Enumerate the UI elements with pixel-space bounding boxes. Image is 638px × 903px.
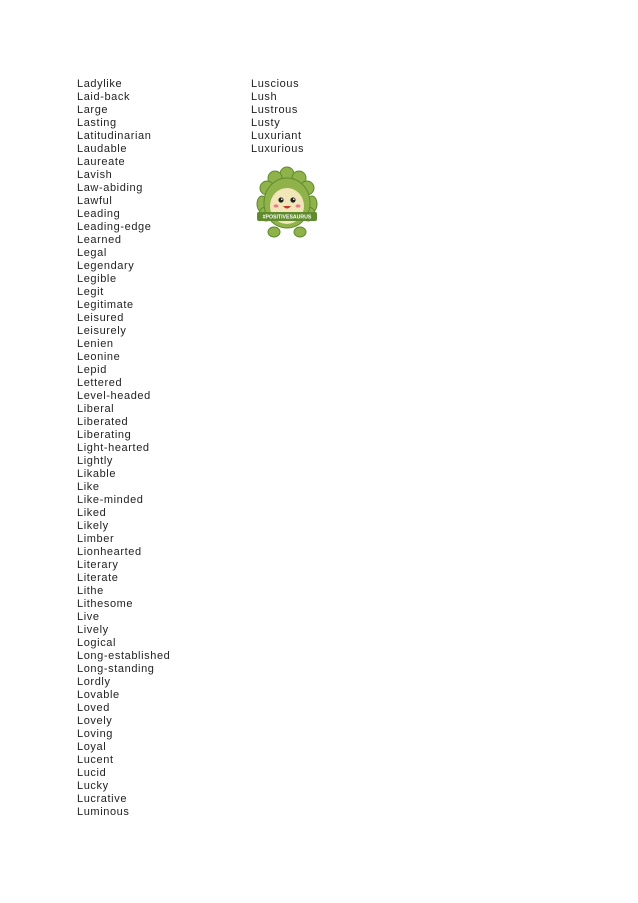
word-item: Leading-edge (77, 221, 152, 233)
word-item: Lucrative (77, 793, 128, 805)
word-item: Lustrous (251, 104, 298, 116)
positivesaurus-logo (256, 166, 318, 240)
word-item: Lucent (77, 754, 114, 766)
word-item: Like (77, 481, 100, 493)
word-item: Lovable (77, 689, 120, 701)
word-item: Live (77, 611, 100, 623)
word-item: Literate (77, 572, 119, 584)
word-item: Light-hearted (77, 442, 150, 454)
word-item: Limber (77, 533, 115, 545)
word-item: Luxuriant (251, 130, 302, 142)
word-item: Likely (77, 520, 109, 532)
word-item: Loving (77, 728, 114, 740)
word-item: Lepid (77, 364, 107, 376)
word-item: Lawful (77, 195, 113, 207)
word-item: Legible (77, 273, 117, 285)
word-item: Lucid (77, 767, 107, 779)
word-item: Learned (77, 234, 122, 246)
word-item: Lordly (77, 676, 111, 688)
word-item: Lusty (251, 117, 281, 129)
word-item: Leisured (77, 312, 124, 324)
word-item: Luscious (251, 78, 300, 90)
word-item: Law-abiding (77, 182, 143, 194)
word-item: Literary (77, 559, 119, 571)
word-item: Lush (251, 91, 278, 103)
word-item: Legit (77, 286, 104, 298)
word-item: Leonine (77, 351, 121, 363)
word-item: Logical (77, 637, 117, 649)
word-item: Luxurious (251, 143, 305, 155)
word-item: Liberating (77, 429, 132, 441)
word-item: Leading (77, 208, 121, 220)
word-item: Loyal (77, 741, 107, 753)
word-item: Lithe (77, 585, 104, 597)
word-item: Legitimate (77, 299, 134, 311)
word-item: Likable (77, 468, 117, 480)
word-item: Liberated (77, 416, 129, 428)
word-list-left (77, 78, 170, 819)
word-item: Long-standing (77, 663, 155, 675)
word-item: Laudable (77, 143, 128, 155)
word-item: Lovely (77, 715, 113, 727)
word-item: Lionhearted (77, 546, 142, 558)
word-item: Lucky (77, 780, 109, 792)
word-item: Liberal (77, 403, 115, 415)
word-item: Luminous (77, 806, 130, 818)
word-item: Lithesome (77, 598, 134, 610)
word-item: Level-headed (77, 390, 151, 402)
word-item: Legal (77, 247, 107, 259)
word-item: Lavish (77, 169, 113, 181)
word-item: Leisurely (77, 325, 127, 337)
word-item: Legendary (77, 260, 135, 272)
word-item: Long-established (77, 650, 171, 662)
word-item: Loved (77, 702, 110, 714)
word-item: Ladylike (77, 78, 123, 90)
word-item: Like-minded (77, 494, 144, 506)
word-item: Laureate (77, 156, 126, 168)
word-item: Lasting (77, 117, 117, 129)
word-item: Lenien (77, 338, 114, 350)
word-list-right (251, 78, 304, 156)
word-item: Lettered (77, 377, 123, 389)
word-item: Liked (77, 507, 107, 519)
word-item: Lively (77, 624, 109, 636)
word-item: Latitudinarian (77, 130, 152, 142)
word-item: Laid-back (77, 91, 131, 103)
logo-text: #POSITIVESAURUS (262, 214, 312, 221)
word-item: Large (77, 104, 109, 116)
word-item: Lightly (77, 455, 113, 467)
